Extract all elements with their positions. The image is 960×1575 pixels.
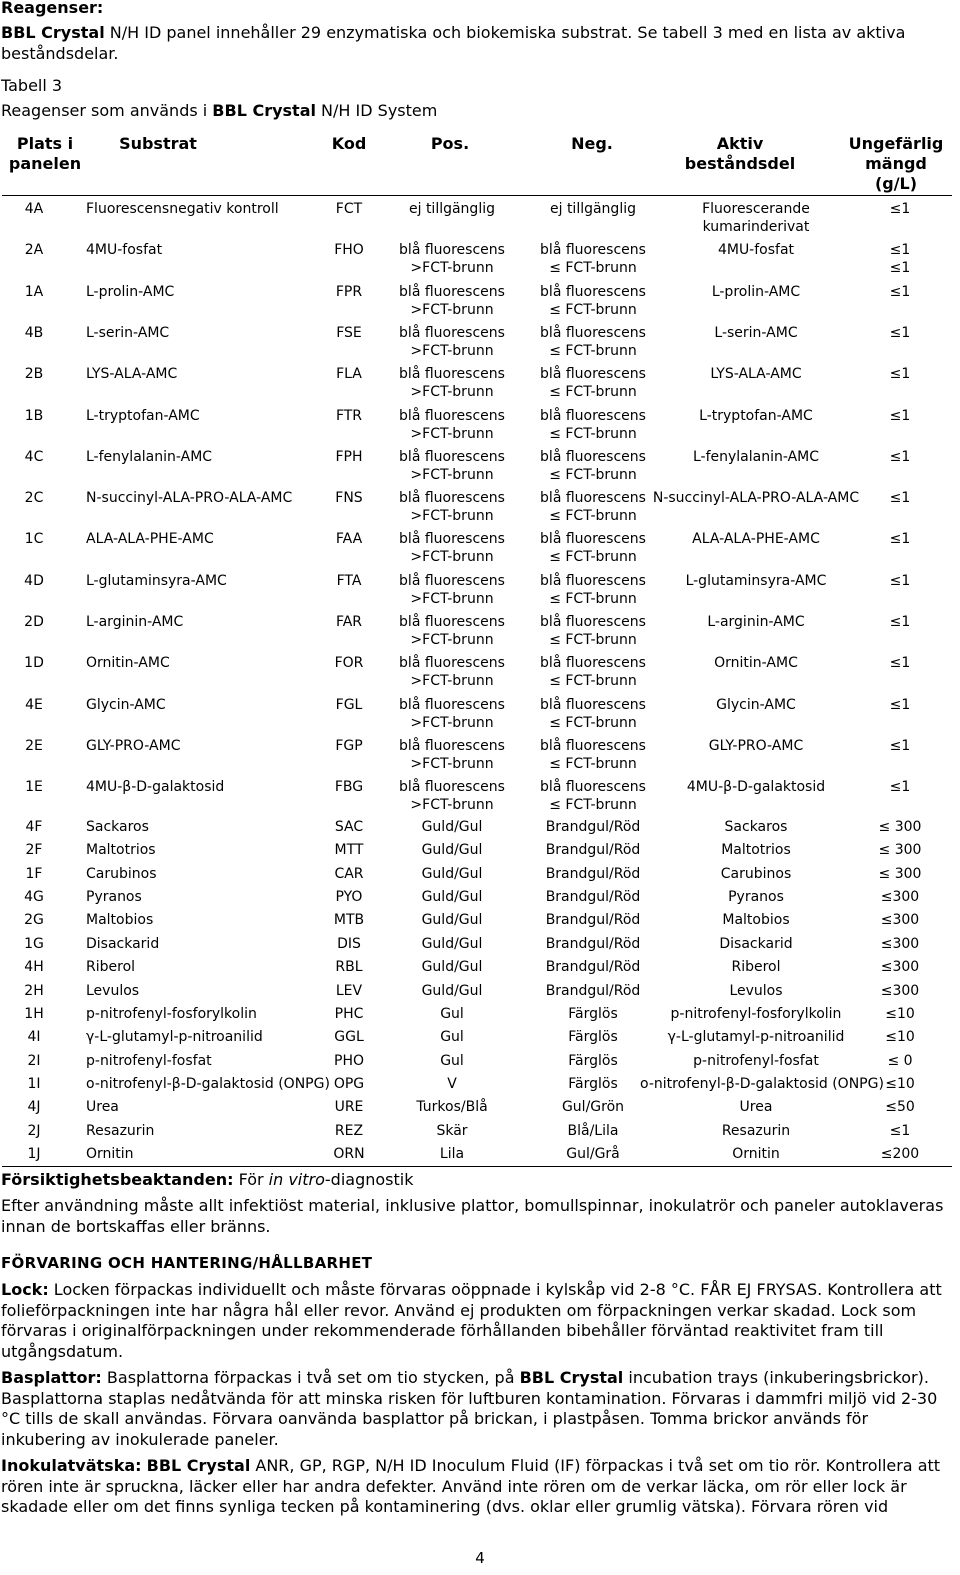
row-pos: blå fluorescens <box>399 490 505 507</box>
row-mangd: ≤200 <box>880 1146 920 1163</box>
row-kod: ORN <box>333 1146 365 1163</box>
row-plats: 1B <box>24 407 44 424</box>
row-substrat: 4MU-β-D-galaktosid <box>86 779 225 796</box>
row-kod: LEV <box>335 982 363 999</box>
row-neg-line2: ≤ FCT-brunn <box>549 260 637 277</box>
base-text-1: Basplattorna förpackas i två set om tio stycken, på <box>101 1368 520 1387</box>
row-aktiv: γ-L-glutamyl-p-nitroanilid <box>667 1029 845 1046</box>
table-header-rule <box>2 195 952 196</box>
row-substrat: Resazurin <box>86 1122 155 1139</box>
row-kod: FAR <box>335 614 363 630</box>
row-pos: blå fluorescens <box>399 531 505 548</box>
row-aktiv: p-nitrofenyl-fosforylkolin <box>670 1005 842 1022</box>
row-pos-line2: >FCT-brunn <box>410 755 494 772</box>
row-mangd: ≤300 <box>880 912 920 929</box>
row-pos-line2: >FCT-brunn <box>410 673 494 690</box>
row-substrat: ALA-ALA-PHE-AMC <box>86 531 214 548</box>
row-substrat: L-serin-AMC <box>86 324 170 341</box>
row-neg: blå fluorescens <box>540 407 646 424</box>
row-substrat: L-tryptofan-AMC <box>86 407 200 424</box>
row-kod: MTB <box>333 912 365 929</box>
row-mangd: ≤ 300 <box>878 842 922 859</box>
row-aktiv: Riberol <box>731 959 781 976</box>
row-mangd: ≤300 <box>880 889 920 906</box>
row-aktiv: L-serin-AMC <box>714 324 798 341</box>
lock-text: Locken förpackas individuellt och måste förvaras oöppnade i kylskåp vid 2-8 °C. FÅR EJ FRYSAS. Kontrollera att folieförpackningen inte har några hål eller revor. Använd ej produkten om förpackningen verkar skadad. Lock som förvaras i originalförpackningen under rekommenderade förhållanden bibehåller förväntad reaktivitet fram till utgångsdatum. <box>1 1280 942 1361</box>
table-caption <box>1 101 437 120</box>
row-plats: 4B <box>24 324 44 341</box>
row-substrat: Urea <box>86 1099 119 1116</box>
row-pos: blå fluorescens <box>399 572 505 589</box>
base-text-2: incubation trays (inkuberingsbrickor). Basplattorna staplas nedåtvända för att minska risken för luftburen kontamination. Förvaras i dammfri miljö vid 2-30 °C tills de skall användas. Förvara oanvända basplattor på brickan, i plastpåsen. Tomma brickor används för inkubering av inokulerade paneler. <box>1 1368 938 1449</box>
row-substrat: Maltotrios <box>86 842 156 859</box>
row-mangd: ≤1 <box>889 242 911 259</box>
header-pos: Pos. <box>430 134 470 153</box>
row-substrat: L-prolin-AMC <box>86 283 175 300</box>
row-plats: 1G <box>24 935 44 952</box>
storage-heading: FÖRVARING OCH HANTERING/HÅLLBARHET <box>1 1254 373 1272</box>
row-neg: Brandgul/Röd <box>545 912 641 929</box>
row-pos-line2: >FCT-brunn <box>410 260 494 277</box>
row-aktiv-line2: kumarinderivat <box>702 219 810 235</box>
row-pos: Guld/Gul <box>421 889 483 906</box>
row-pos-line2: >FCT-brunn <box>410 590 494 607</box>
row-neg: Brandgul/Röd <box>545 889 641 906</box>
row-pos: Guld/Gul <box>421 912 483 929</box>
row-mangd: ≤1 <box>889 737 911 754</box>
row-neg-line2: ≤ FCT-brunn <box>549 508 637 525</box>
row-kod: FPR <box>335 283 363 300</box>
row-pos: Guld/Gul <box>421 819 483 835</box>
row-neg-line2: ≤ FCT-brunn <box>549 301 637 318</box>
row-substrat: L-arginin-AMC <box>86 614 184 630</box>
header-substrat: Substrat <box>119 134 197 153</box>
row-kod: GGL <box>334 1029 364 1046</box>
row-plats: 1E <box>25 779 43 796</box>
row-pos-line2: >FCT-brunn <box>410 508 494 525</box>
row-pos: blå fluorescens <box>399 696 505 713</box>
row-aktiv: ALA-ALA-PHE-AMC <box>692 531 820 548</box>
row-plats: 4J <box>27 1099 41 1116</box>
row-neg: blå fluorescens <box>540 779 646 796</box>
row-plats: 1D <box>24 655 44 672</box>
row-mangd: ≤1 <box>889 366 911 383</box>
row-mangd: ≤50 <box>885 1099 915 1116</box>
row-aktiv: Maltotrios <box>721 842 791 859</box>
row-neg: Brandgul/Röd <box>545 865 641 882</box>
row-neg-line2: ≤ FCT-brunn <box>549 384 637 401</box>
row-neg: blå fluorescens <box>540 531 646 548</box>
row-mangd: ≤ 300 <box>878 865 922 882</box>
row-plats: 2G <box>24 912 44 929</box>
row-mangd: ≤10 <box>885 1005 915 1022</box>
row-pos: V <box>447 1076 457 1093</box>
row-pos: blå fluorescens <box>399 407 505 424</box>
row-substrat: Ornitin <box>86 1146 134 1163</box>
row-pos-line2: >FCT-brunn <box>410 384 494 401</box>
row-aktiv: L-arginin-AMC <box>707 614 805 630</box>
row-substrat: p-nitrofenyl-fosforylkolin <box>86 1005 257 1022</box>
row-substrat: Ornitin-AMC <box>86 655 170 672</box>
intro-text: N/H ID panel innehåller 29 enzymatiska och biokemiska substrat. Se tabell 3 med en lista av aktiva beståndsdelar. <box>1 23 906 63</box>
row-aktiv: N-succinyl-ALA-PRO-ALA-AMC <box>652 490 860 507</box>
row-neg-line2: ≤ FCT-brunn <box>549 632 637 648</box>
row-neg: blå fluorescens <box>540 614 646 630</box>
row-mangd: ≤10 <box>885 1076 915 1093</box>
row-pos: blå fluorescens <box>399 614 505 630</box>
row-plats: 1H <box>24 1005 44 1022</box>
row-neg: Färglös <box>568 1005 618 1022</box>
row-aktiv: Carubinos <box>720 865 792 882</box>
row-kod: URE <box>334 1099 364 1116</box>
row-mangd: ≤ 0 <box>887 1052 913 1069</box>
row-pos: ej tillgänglig <box>408 201 495 217</box>
row-neg: blå fluorescens <box>540 655 646 672</box>
row-aktiv: Pyranos <box>728 889 784 906</box>
row-kod: FPH <box>335 448 363 465</box>
precautions-before: För <box>233 1170 269 1189</box>
row-pos: Lila <box>439 1146 465 1163</box>
row-aktiv: o-nitrofenyl-β-D-galaktosid (ONPG) <box>640 1076 884 1093</box>
row-neg: Blå/Lila <box>567 1122 619 1139</box>
row-substrat: Maltobios <box>86 912 154 929</box>
row-neg: Brandgul/Röd <box>545 819 641 835</box>
row-pos: Guld/Gul <box>421 959 483 976</box>
row-neg: blå fluorescens <box>540 366 646 383</box>
row-substrat: L-glutaminsyra-AMC <box>86 572 227 589</box>
base-label: Basplattor: <box>1 1368 102 1387</box>
row-substrat: L-fenylalanin-AMC <box>86 448 213 465</box>
row-substrat: γ-L-glutamyl-p-nitroanilid <box>86 1029 263 1046</box>
row-neg-line2: ≤ FCT-brunn <box>549 466 637 483</box>
row-mangd-line2: ≤1 <box>889 260 911 277</box>
row-pos: Gul <box>440 1005 464 1022</box>
base-brand: BBL Crystal <box>519 1368 624 1387</box>
row-kod: DIS <box>337 935 361 952</box>
row-aktiv: LYS-ALA-AMC <box>710 366 802 383</box>
row-kod: FCT <box>335 201 363 217</box>
header-plats-line1: Plats i <box>16 134 74 153</box>
row-substrat: o-nitrofenyl-β-D-galaktosid (ONPG) <box>86 1076 330 1093</box>
storage-lock-paragraph <box>1 1280 956 1362</box>
row-plats: 2D <box>24 614 44 630</box>
precautions-after: -diagnostik <box>324 1170 414 1189</box>
row-neg: blå fluorescens <box>540 283 646 300</box>
row-plats: 1C <box>24 531 44 548</box>
row-neg: blå fluorescens <box>540 696 646 713</box>
row-pos: blå fluorescens <box>399 242 505 259</box>
header-aktiv-line2: beståndsdel <box>684 154 796 173</box>
row-plats: 2F <box>25 842 43 859</box>
row-aktiv: Sackaros <box>724 819 788 835</box>
precautions-label: Försiktighetsbeaktanden: <box>1 1170 234 1189</box>
precautions-italic: in vitro <box>268 1170 325 1189</box>
row-substrat: Glycin-AMC <box>86 696 166 713</box>
table-label: Tabell 3 <box>1 76 63 95</box>
table-bottom-rule <box>2 1166 952 1167</box>
row-neg: Färglös <box>568 1029 618 1046</box>
fluid-label: Inokulatvätska: <box>1 1456 142 1475</box>
row-plats: 1I <box>27 1076 41 1093</box>
row-mangd: ≤1 <box>889 572 911 589</box>
row-aktiv: Urea <box>739 1099 773 1116</box>
row-kod: FBG <box>334 779 364 796</box>
row-plats: 4I <box>27 1029 41 1046</box>
row-neg-line2: ≤ FCT-brunn <box>549 797 637 814</box>
storage-base-paragraph <box>1 1368 956 1450</box>
row-pos: Gul <box>440 1029 464 1046</box>
caption-prefix: Reagenser som används i <box>1 101 213 120</box>
row-neg-line2: ≤ FCT-brunn <box>549 755 637 772</box>
row-pos: Guld/Gul <box>421 935 483 952</box>
row-neg-line2: ≤ FCT-brunn <box>549 714 637 731</box>
caption-brand: BBL Crystal <box>212 101 316 120</box>
row-plats: 2E <box>25 737 43 754</box>
row-pos: blå fluorescens <box>399 366 505 383</box>
row-substrat: 4MU-fosfat <box>86 242 163 259</box>
brand-name: BBL Crystal <box>1 23 105 42</box>
row-plats: 4H <box>24 959 44 976</box>
row-neg-line2: ≤ FCT-brunn <box>549 342 637 359</box>
row-neg-line2: ≤ FCT-brunn <box>549 590 637 607</box>
row-plats: 4D <box>24 572 44 589</box>
row-mangd: ≤1 <box>889 531 911 548</box>
row-kod: RBL <box>335 959 363 976</box>
row-neg: Brandgul/Röd <box>545 842 641 859</box>
row-kod: FOR <box>334 655 364 672</box>
row-aktiv: Maltobios <box>722 912 790 929</box>
row-kod: FLA <box>336 366 362 383</box>
header-kod: Kod <box>331 134 367 153</box>
row-neg: blå fluorescens <box>540 242 646 259</box>
row-aktiv: Ornitin-AMC <box>714 655 798 672</box>
row-aktiv: Ornitin <box>732 1146 780 1163</box>
row-mangd: ≤300 <box>880 959 920 976</box>
row-neg-line2: ≤ FCT-brunn <box>549 673 637 690</box>
row-mangd: ≤1 <box>889 407 911 424</box>
row-kod: FGP <box>335 737 363 754</box>
row-aktiv: 4MU-β-D-galaktosid <box>686 779 826 796</box>
row-pos: blå fluorescens <box>399 737 505 754</box>
header-neg: Neg. <box>571 134 613 153</box>
row-neg: blå fluorescens <box>540 448 646 465</box>
header-mangd-line3: (g/L) <box>874 174 918 193</box>
row-mangd: ≤1 <box>889 201 911 217</box>
row-pos-line2: >FCT-brunn <box>410 466 494 483</box>
row-pos: Turkos/Blå <box>416 1099 488 1116</box>
row-kod: FNS <box>335 490 363 507</box>
row-plats: 4F <box>25 819 43 835</box>
row-pos-line2: >FCT-brunn <box>410 425 494 442</box>
row-mangd: ≤1 <box>889 324 911 341</box>
row-substrat: Carubinos <box>86 865 157 882</box>
row-neg: blå fluorescens <box>540 737 646 754</box>
row-pos: Gul <box>440 1052 464 1069</box>
row-kod: SAC <box>334 819 364 835</box>
row-kod: FTA <box>336 572 362 589</box>
row-mangd: ≤ 300 <box>878 819 922 835</box>
row-neg: Brandgul/Röd <box>545 982 641 999</box>
row-substrat: Pyranos <box>86 889 142 906</box>
row-kod: FGL <box>335 696 363 713</box>
fluid-brand: BBL Crystal <box>146 1456 251 1475</box>
row-kod: FAA <box>335 531 363 548</box>
row-aktiv: L-tryptofan-AMC <box>699 407 813 424</box>
header-mangd <box>840 134 952 194</box>
precautions-paragraph: Efter användning måste allt infektiöst material, inklusive plattor, bomullspinnar, inokulatrör och paneler autoklaveras innan de bortskaffas eller bränns. <box>1 1196 944 1236</box>
row-aktiv: 4MU-fosfat <box>717 242 795 259</box>
row-plats: 2A <box>24 242 44 259</box>
row-pos-line2: >FCT-brunn <box>410 549 494 566</box>
row-pos: Guld/Gul <box>421 865 483 882</box>
row-kod: FHO <box>334 242 364 259</box>
row-neg: Gul/Grön <box>561 1099 625 1116</box>
row-plats: 1F <box>25 865 43 882</box>
row-substrat: LYS-ALA-AMC <box>86 366 178 383</box>
fluid-text: ANR, GP, RGP, N/H ID Inoculum Fluid (IF) förpackas i två set om tio rör. Kontrollera att rören inte är spruckna, läcker eller har andra defekter. Använd inte rören om de verkar läcka, om rör eller lock är skadade eller om det finns synliga tecken på kontaminering (dvs. oklar eller grumlig vätska). Förvara rören vid <box>1 1456 941 1516</box>
row-mangd: ≤1 <box>889 696 911 713</box>
header-plats <box>0 134 90 174</box>
row-kod: FTR <box>335 407 363 424</box>
row-aktiv: L-prolin-AMC <box>711 283 801 300</box>
row-substrat: Disackarid <box>86 935 160 952</box>
row-neg: blå fluorescens <box>540 490 646 507</box>
row-plats: 4C <box>24 448 44 465</box>
row-plats: 4A <box>24 201 44 217</box>
header-mangd-line2: mängd <box>865 154 927 173</box>
row-aktiv: Disackarid <box>719 935 793 952</box>
row-aktiv: L-glutaminsyra-AMC <box>685 572 827 589</box>
row-neg-line2: ≤ FCT-brunn <box>549 549 637 566</box>
row-kod: PHO <box>334 1052 364 1069</box>
row-pos-line2: >FCT-brunn <box>410 301 494 318</box>
row-kod: PYO <box>335 889 363 906</box>
reagents-intro <box>1 23 956 64</box>
row-kod: MTT <box>334 842 364 859</box>
row-pos: Skär <box>436 1122 468 1139</box>
row-mangd: ≤1 <box>889 1122 911 1139</box>
row-kod: OPG <box>333 1076 365 1093</box>
storage-fluid-paragraph <box>1 1456 956 1518</box>
reagents-heading: Reagenser: <box>1 0 104 17</box>
row-neg: blå fluorescens <box>540 572 646 589</box>
row-pos: blå fluorescens <box>399 283 505 300</box>
header-aktiv <box>670 134 810 174</box>
header-mangd-line1: Ungefärlig <box>848 134 944 153</box>
row-plats: 4E <box>25 696 43 713</box>
row-kod: PHC <box>334 1005 364 1022</box>
row-aktiv: GLY-PRO-AMC <box>708 737 804 754</box>
row-kod: FSE <box>336 324 362 341</box>
header-aktiv-line1: Aktiv <box>716 134 764 153</box>
precautions-line <box>1 1170 413 1189</box>
row-neg: Färglös <box>568 1076 618 1093</box>
row-mangd: ≤10 <box>885 1029 915 1046</box>
row-plats: 1J <box>27 1146 41 1163</box>
row-mangd: ≤1 <box>889 490 911 507</box>
row-plats: 2J <box>27 1122 41 1139</box>
row-pos: blå fluorescens <box>399 324 505 341</box>
row-pos: blå fluorescens <box>399 448 505 465</box>
row-mangd: ≤300 <box>880 935 920 952</box>
row-mangd: ≤1 <box>889 283 911 300</box>
row-aktiv: Resazurin <box>721 1122 791 1139</box>
row-pos-line2: >FCT-brunn <box>410 797 494 814</box>
row-substrat: Fluorescensnegativ kontroll <box>86 201 279 217</box>
row-substrat: p-nitrofenyl-fosfat <box>86 1052 212 1069</box>
row-neg: ej tillgänglig <box>549 201 636 217</box>
row-neg: Färglös <box>568 1052 618 1069</box>
row-neg-line2: ≤ FCT-brunn <box>549 425 637 442</box>
row-substrat: Levulos <box>86 982 140 999</box>
row-pos-line2: >FCT-brunn <box>410 714 494 731</box>
row-pos: Guld/Gul <box>421 982 483 999</box>
row-mangd: ≤1 <box>889 614 911 630</box>
row-neg: Brandgul/Röd <box>545 959 641 976</box>
row-pos-line2: >FCT-brunn <box>410 342 494 359</box>
row-pos: Guld/Gul <box>421 842 483 859</box>
row-mangd: ≤1 <box>889 779 911 796</box>
caption-suffix: N/H ID System <box>315 101 438 120</box>
row-pos: blå fluorescens <box>399 655 505 672</box>
row-plats: 2C <box>24 490 44 507</box>
row-substrat: N-succinyl-ALA-PRO-ALA-AMC <box>86 490 293 507</box>
row-plats: 2I <box>27 1052 41 1069</box>
row-kod: CAR <box>334 865 364 882</box>
header-plats-line2: panelen <box>8 154 82 173</box>
row-plats: 4G <box>24 889 44 906</box>
row-plats: 1A <box>24 283 44 300</box>
row-aktiv: Fluorescerande <box>702 201 810 217</box>
row-neg: Gul/Grå <box>566 1146 620 1163</box>
row-kod: REZ <box>334 1122 364 1139</box>
page-number: 4 <box>475 1549 485 1567</box>
row-aktiv: Levulos <box>729 982 783 999</box>
lock-label: Lock: <box>1 1280 49 1299</box>
row-mangd: ≤300 <box>880 982 920 999</box>
row-plats: 2H <box>24 982 44 999</box>
row-mangd: ≤1 <box>889 655 911 672</box>
row-neg: blå fluorescens <box>540 324 646 341</box>
row-mangd: ≤1 <box>889 448 911 465</box>
row-pos-line2: >FCT-brunn <box>410 632 494 648</box>
row-plats: 2B <box>24 366 44 383</box>
row-neg: Brandgul/Röd <box>545 935 641 952</box>
row-aktiv: p-nitrofenyl-fosfat <box>693 1052 819 1069</box>
row-substrat: GLY-PRO-AMC <box>86 737 181 754</box>
row-aktiv: L-fenylalanin-AMC <box>692 448 820 465</box>
row-pos: blå fluorescens <box>399 779 505 796</box>
row-substrat: Sackaros <box>86 819 149 835</box>
row-substrat: Riberol <box>86 959 136 976</box>
row-aktiv: Glycin-AMC <box>716 696 796 713</box>
